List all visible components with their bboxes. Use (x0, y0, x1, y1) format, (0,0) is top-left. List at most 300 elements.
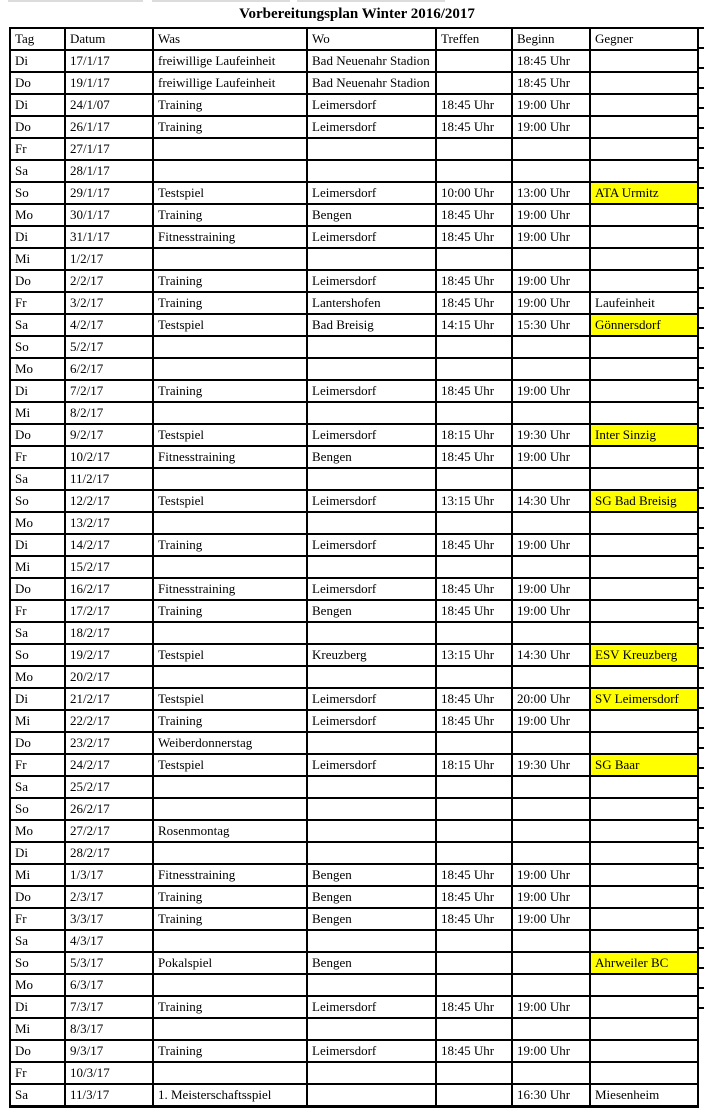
cell-gegner (590, 94, 698, 116)
cell-tag: Mo (10, 666, 65, 688)
cell-gegner (590, 358, 698, 380)
cell-was (153, 1062, 307, 1084)
cell-was (153, 248, 307, 270)
cell-treffen (436, 50, 512, 72)
table-row (10, 842, 698, 864)
cell-gegner (590, 1040, 698, 1062)
cell-treffen: 18:45 Uhr (436, 94, 512, 116)
cell-datum: 30/1/17 (65, 204, 153, 226)
cell-was (153, 798, 307, 820)
cell-was: Pokalspiel (153, 952, 307, 974)
cell-datum: 19/2/17 (65, 644, 153, 666)
cell-treffen: 18:45 Uhr (436, 116, 512, 138)
page-artifact-line (297, 0, 445, 2)
table-row (10, 182, 698, 204)
cell-treffen: 18:45 Uhr (436, 534, 512, 556)
cell-treffen: 18:45 Uhr (436, 270, 512, 292)
cell-beginn: 19:00 Uhr (512, 578, 590, 600)
cell-treffen (436, 1062, 512, 1084)
cell-was (153, 512, 307, 534)
cell-was: Testspiel (153, 424, 307, 446)
cell-wo (307, 1084, 436, 1107)
cell-treffen (436, 842, 512, 864)
table-row (10, 116, 698, 138)
cell-beginn: 19:00 Uhr (512, 446, 590, 468)
cell-wo (307, 820, 436, 842)
cell-treffen (436, 776, 512, 798)
cell-was: Testspiel (153, 182, 307, 204)
cell-beginn: 18:45 Uhr (512, 72, 590, 94)
cell-wo (307, 556, 436, 578)
table-row (10, 754, 698, 776)
table-row (10, 886, 698, 908)
cell-gegner: SV Leimersdorf (590, 688, 698, 710)
table-row (10, 578, 698, 600)
cell-gegner (590, 446, 698, 468)
cell-beginn: 19:00 Uhr (512, 270, 590, 292)
table-row (10, 138, 698, 160)
cell-wo: Bad Breisig (307, 314, 436, 336)
cell-treffen: 18:45 Uhr (436, 710, 512, 732)
cell-gegner (590, 974, 698, 996)
cell-datum: 13/2/17 (65, 512, 153, 534)
cell-was (153, 1018, 307, 1040)
cell-treffen: 18:45 Uhr (436, 226, 512, 248)
cell-was (153, 776, 307, 798)
cell-beginn: 19:00 Uhr (512, 116, 590, 138)
cell-tag: Di (10, 50, 65, 72)
cell-wo: Leimersdorf (307, 94, 436, 116)
table-row (10, 864, 698, 886)
cell-tag: Mo (10, 204, 65, 226)
cell-treffen: 18:45 Uhr (436, 204, 512, 226)
table-row (10, 710, 698, 732)
cell-wo: Bengen (307, 952, 436, 974)
cell-wo: Bengen (307, 600, 436, 622)
cell-beginn: 19:00 Uhr (512, 710, 590, 732)
column-header-gegner: Gegner (590, 28, 698, 50)
cell-treffen: 18:45 Uhr (436, 886, 512, 908)
page-artifact-line (152, 0, 290, 2)
cell-beginn (512, 776, 590, 798)
cell-gegner (590, 864, 698, 886)
cell-datum: 28/2/17 (65, 842, 153, 864)
cell-was: freiwillige Laufeinheit (153, 72, 307, 94)
cell-wo (307, 732, 436, 754)
table-row (10, 490, 698, 512)
cell-was: Training (153, 600, 307, 622)
cell-wo: Leimersdorf (307, 270, 436, 292)
cell-gegner (590, 380, 698, 402)
schedule-body (10, 50, 698, 1107)
cell-beginn: 19:00 Uhr (512, 600, 590, 622)
cell-beginn (512, 160, 590, 182)
cell-was: 1. Meisterschaftsspiel (153, 1084, 307, 1107)
cell-was (153, 336, 307, 358)
cell-wo: Leimersdorf (307, 424, 436, 446)
table-row (10, 270, 698, 292)
cell-beginn (512, 402, 590, 424)
cell-tag: Di (10, 842, 65, 864)
table-row (10, 688, 698, 710)
cell-was: Training (153, 1040, 307, 1062)
cell-treffen: 14:15 Uhr (436, 314, 512, 336)
table-row (10, 358, 698, 380)
cell-treffen: 18:45 Uhr (436, 864, 512, 886)
table-row (10, 160, 698, 182)
cell-tag: Fr (10, 446, 65, 468)
cell-was: Training (153, 886, 307, 908)
cell-beginn: 20:00 Uhr (512, 688, 590, 710)
cell-was: Training (153, 204, 307, 226)
cell-treffen: 10:00 Uhr (436, 182, 512, 204)
cell-treffen: 18:45 Uhr (436, 688, 512, 710)
cell-tag: Mi (10, 248, 65, 270)
cell-wo: Leimersdorf (307, 578, 436, 600)
cell-gegner: Laufeinheit (590, 292, 698, 314)
cell-treffen (436, 798, 512, 820)
cell-treffen (436, 622, 512, 644)
cell-wo: Leimersdorf (307, 754, 436, 776)
cell-beginn (512, 732, 590, 754)
cell-datum: 6/2/17 (65, 358, 153, 380)
cell-was (153, 160, 307, 182)
table-row (10, 732, 698, 754)
table-row (10, 72, 698, 94)
cell-datum: 17/2/17 (65, 600, 153, 622)
cell-was: Fitnesstraining (153, 578, 307, 600)
cell-tag: Mo (10, 974, 65, 996)
cell-tag: Do (10, 72, 65, 94)
cell-was (153, 468, 307, 490)
cell-datum: 4/2/17 (65, 314, 153, 336)
cell-tag: Fr (10, 292, 65, 314)
cell-tag: Mi (10, 402, 65, 424)
cell-beginn: 16:30 Uhr (512, 1084, 590, 1107)
cell-was: Testspiel (153, 644, 307, 666)
cell-gegner (590, 116, 698, 138)
cell-wo: Leimersdorf (307, 710, 436, 732)
cell-tag: Di (10, 534, 65, 556)
cell-gegner (590, 204, 698, 226)
cell-datum: 31/1/17 (65, 226, 153, 248)
cell-wo (307, 666, 436, 688)
cell-tag: Di (10, 996, 65, 1018)
cell-gegner (590, 534, 698, 556)
cell-datum: 14/2/17 (65, 534, 153, 556)
cell-datum: 2/2/17 (65, 270, 153, 292)
column-header-treffen: Treffen (436, 28, 512, 50)
cell-treffen (436, 160, 512, 182)
cell-datum: 9/2/17 (65, 424, 153, 446)
cell-beginn (512, 336, 590, 358)
cell-was (153, 842, 307, 864)
cell-gegner (590, 776, 698, 798)
cell-gegner (590, 886, 698, 908)
cell-tag: Di (10, 688, 65, 710)
cell-beginn: 19:00 Uhr (512, 292, 590, 314)
table-row (10, 556, 698, 578)
table-row (10, 512, 698, 534)
cell-treffen (436, 556, 512, 578)
cell-gegner (590, 1062, 698, 1084)
cell-beginn (512, 1018, 590, 1040)
cell-wo: Leimersdorf (307, 534, 436, 556)
cell-beginn: 15:30 Uhr (512, 314, 590, 336)
cell-datum: 20/2/17 (65, 666, 153, 688)
cell-treffen: 18:45 Uhr (436, 1040, 512, 1062)
cell-gegner (590, 226, 698, 248)
cell-treffen (436, 72, 512, 94)
cell-gegner (590, 72, 698, 94)
cell-gegner (590, 798, 698, 820)
cell-beginn (512, 358, 590, 380)
cell-beginn: 19:00 Uhr (512, 534, 590, 556)
cell-wo (307, 336, 436, 358)
cell-datum: 12/2/17 (65, 490, 153, 512)
cell-treffen: 18:45 Uhr (436, 292, 512, 314)
cell-datum: 29/1/17 (65, 182, 153, 204)
cell-datum: 6/3/17 (65, 974, 153, 996)
cell-treffen: 18:15 Uhr (436, 424, 512, 446)
cell-was: Weiberdonnerstag (153, 732, 307, 754)
cell-gegner (590, 666, 698, 688)
cell-was: Fitnesstraining (153, 226, 307, 248)
table-row (10, 446, 698, 468)
cell-datum: 3/3/17 (65, 908, 153, 930)
cell-was: Training (153, 710, 307, 732)
cell-datum: 25/2/17 (65, 776, 153, 798)
cell-wo: Leimersdorf (307, 182, 436, 204)
cell-tag: Do (10, 578, 65, 600)
cell-datum: 10/2/17 (65, 446, 153, 468)
cell-beginn: 19:00 Uhr (512, 886, 590, 908)
cell-treffen: 18:45 Uhr (436, 908, 512, 930)
cell-treffen: 13:15 Uhr (436, 490, 512, 512)
cell-wo (307, 402, 436, 424)
column-header-datum: Datum (65, 28, 153, 50)
cell-was: Testspiel (153, 490, 307, 512)
table-row (10, 908, 698, 930)
cell-tag: Fr (10, 754, 65, 776)
table-row (10, 798, 698, 820)
cell-datum: 11/2/17 (65, 468, 153, 490)
cell-tag: Di (10, 380, 65, 402)
cell-was (153, 974, 307, 996)
cell-tag: Fr (10, 600, 65, 622)
cell-treffen (436, 138, 512, 160)
cell-datum: 1/3/17 (65, 864, 153, 886)
cell-datum: 15/2/17 (65, 556, 153, 578)
cell-treffen: 18:45 Uhr (436, 578, 512, 600)
cell-gegner (590, 50, 698, 72)
cell-wo: Leimersdorf (307, 1040, 436, 1062)
cell-wo: Bengen (307, 204, 436, 226)
table-header (10, 28, 698, 50)
cell-tag: Do (10, 270, 65, 292)
cell-tag: Do (10, 1040, 65, 1062)
cell-tag: So (10, 336, 65, 358)
cell-datum: 27/1/17 (65, 138, 153, 160)
table-row (10, 534, 698, 556)
cell-beginn: 19:30 Uhr (512, 424, 590, 446)
cell-datum: 17/1/17 (65, 50, 153, 72)
table-row (10, 1018, 698, 1040)
cell-was: Testspiel (153, 688, 307, 710)
cell-treffen (436, 1084, 512, 1107)
cell-beginn: 14:30 Uhr (512, 644, 590, 666)
cell-tag: Mo (10, 820, 65, 842)
cell-datum: 8/2/17 (65, 402, 153, 424)
cell-treffen (436, 336, 512, 358)
cell-wo: Leimersdorf (307, 380, 436, 402)
cell-tag: Sa (10, 930, 65, 952)
cell-datum: 26/1/17 (65, 116, 153, 138)
cell-wo: Bengen (307, 886, 436, 908)
table-row (10, 94, 698, 116)
cell-gegner (590, 820, 698, 842)
cell-tag: Mi (10, 556, 65, 578)
table-row (10, 952, 698, 974)
table-row (10, 644, 698, 666)
column-header-tag: Tag (10, 28, 65, 50)
cell-wo: Leimersdorf (307, 996, 436, 1018)
cell-gegner (590, 556, 698, 578)
cell-gegner (590, 402, 698, 424)
cell-tag: Fr (10, 138, 65, 160)
cell-datum: 27/2/17 (65, 820, 153, 842)
cell-gegner (590, 600, 698, 622)
table-row (10, 336, 698, 358)
cell-wo (307, 842, 436, 864)
cell-treffen (436, 402, 512, 424)
cell-tag: Mi (10, 864, 65, 886)
cell-gegner: SG Baar (590, 754, 698, 776)
cell-tag: Do (10, 732, 65, 754)
table-row (10, 1040, 698, 1062)
cell-datum: 2/3/17 (65, 886, 153, 908)
cell-tag: Di (10, 94, 65, 116)
cell-treffen: 13:15 Uhr (436, 644, 512, 666)
page-artifact-line (8, 0, 143, 2)
cell-tag: Sa (10, 160, 65, 182)
cell-treffen (436, 732, 512, 754)
cell-was (153, 622, 307, 644)
cell-gegner (590, 138, 698, 160)
cell-was (153, 930, 307, 952)
table-row (10, 314, 698, 336)
cell-wo: Leimersdorf (307, 116, 436, 138)
column-header-beginn: Beginn (512, 28, 590, 50)
cell-wo: Bad Neuenahr Stadion (307, 72, 436, 94)
cell-wo: Bengen (307, 446, 436, 468)
cell-wo (307, 468, 436, 490)
cell-datum: 4/3/17 (65, 930, 153, 952)
cell-beginn (512, 556, 590, 578)
cell-gegner (590, 710, 698, 732)
cell-treffen (436, 820, 512, 842)
cell-beginn: 13:00 Uhr (512, 182, 590, 204)
schedule-table (9, 27, 699, 1108)
cell-gegner (590, 336, 698, 358)
cell-wo: Leimersdorf (307, 490, 436, 512)
cell-gegner: ATA Urmitz (590, 182, 698, 204)
cell-tag: Sa (10, 776, 65, 798)
cell-beginn: 19:00 Uhr (512, 204, 590, 226)
cell-beginn: 19:00 Uhr (512, 226, 590, 248)
table-row (10, 380, 698, 402)
cell-was (153, 666, 307, 688)
table-row (10, 50, 698, 72)
cell-wo: Bengen (307, 908, 436, 930)
cell-tag: Mo (10, 358, 65, 380)
cell-gegner: Ahrweiler BC (590, 952, 698, 974)
cell-was: Rosenmontag (153, 820, 307, 842)
cell-tag: Do (10, 424, 65, 446)
cell-tag: Fr (10, 1062, 65, 1084)
cell-tag: Sa (10, 1084, 65, 1107)
cell-gegner (590, 578, 698, 600)
cell-treffen (436, 248, 512, 270)
cell-gegner (590, 512, 698, 534)
table-row (10, 1084, 698, 1107)
cell-tag: So (10, 644, 65, 666)
cell-beginn: 19:30 Uhr (512, 754, 590, 776)
cell-tag: So (10, 490, 65, 512)
cell-gegner (590, 248, 698, 270)
cell-beginn: 19:00 Uhr (512, 908, 590, 930)
cell-gegner (590, 842, 698, 864)
cell-beginn: 19:00 Uhr (512, 380, 590, 402)
column-header-wo: Wo (307, 28, 436, 50)
row-border-ticks (697, 27, 704, 1011)
cell-gegner (590, 468, 698, 490)
cell-wo: Bengen (307, 864, 436, 886)
cell-wo (307, 930, 436, 952)
cell-gegner: Gönnersdorf (590, 314, 698, 336)
cell-was: Training (153, 270, 307, 292)
cell-datum: 5/3/17 (65, 952, 153, 974)
table-row (10, 204, 698, 226)
table-row (10, 226, 698, 248)
cell-tag: So (10, 798, 65, 820)
cell-was: Training (153, 380, 307, 402)
cell-beginn (512, 468, 590, 490)
cell-beginn (512, 248, 590, 270)
table-row (10, 600, 698, 622)
cell-was: Testspiel (153, 314, 307, 336)
table-row (10, 820, 698, 842)
header-row (10, 28, 698, 50)
cell-tag: Sa (10, 468, 65, 490)
cell-beginn (512, 820, 590, 842)
cell-gegner (590, 930, 698, 952)
cell-datum: 24/1/07 (65, 94, 153, 116)
cell-was (153, 358, 307, 380)
cell-datum: 1/2/17 (65, 248, 153, 270)
cell-was: Training (153, 534, 307, 556)
cell-beginn: 19:00 Uhr (512, 94, 590, 116)
cell-datum: 19/1/17 (65, 72, 153, 94)
cell-wo (307, 160, 436, 182)
cell-wo (307, 1018, 436, 1040)
cell-datum: 10/3/17 (65, 1062, 153, 1084)
cell-datum: 18/2/17 (65, 622, 153, 644)
cell-tag: Sa (10, 314, 65, 336)
cell-gegner (590, 1018, 698, 1040)
cell-tag: Fr (10, 908, 65, 930)
cell-tag: Mo (10, 512, 65, 534)
